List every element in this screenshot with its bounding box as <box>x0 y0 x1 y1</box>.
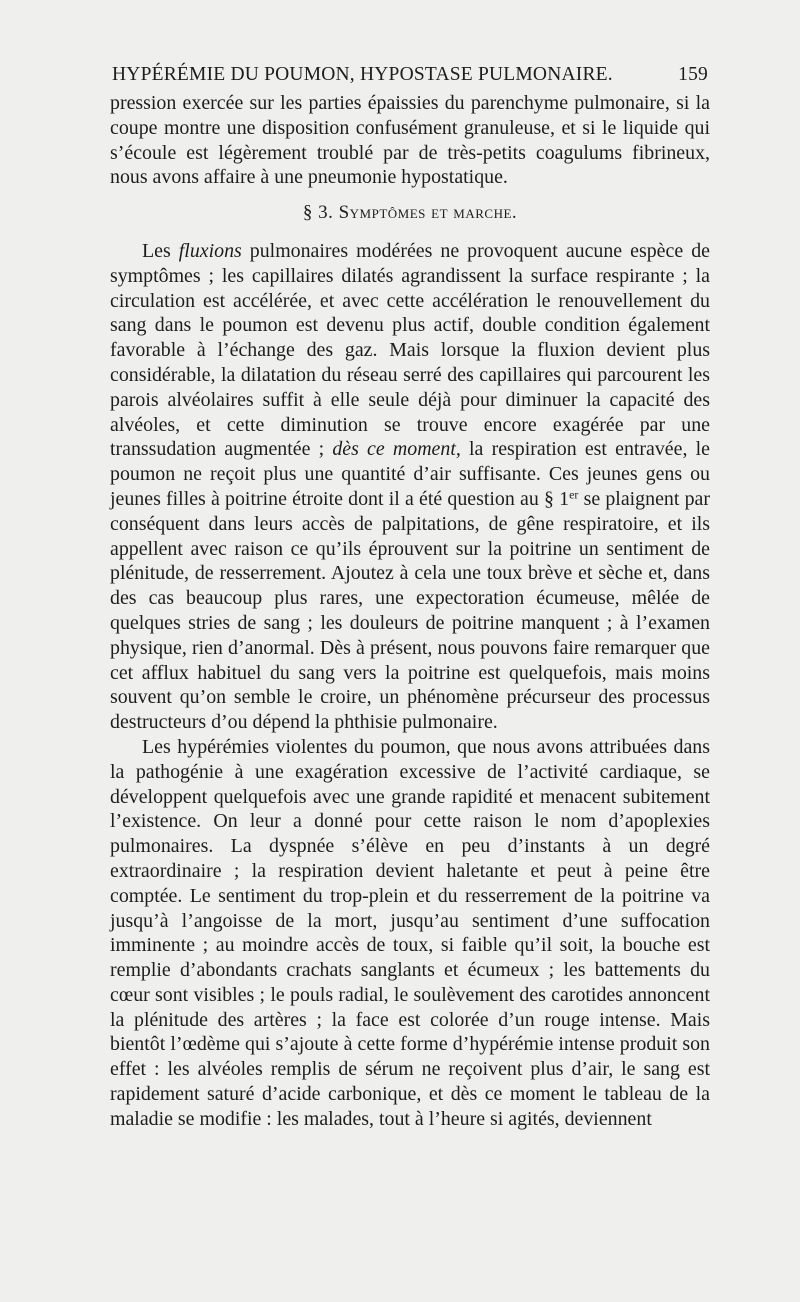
text-run: la respiration est entravée, le poumon ne reçoit plus une quantité d’air suffisante. Ces jeunes gens ou jeunes filles à poitrine étroite dont il a été question au § 1 <box>110 438 710 510</box>
section-number: § 3. <box>302 202 334 224</box>
paragraph-symptoms <box>110 239 710 735</box>
section-heading <box>110 201 710 226</box>
italic-term: fluxions <box>178 239 242 262</box>
page-body <box>110 91 710 1132</box>
text-run: se plaignent par conséquent dans leurs accès de palpitations, de gêne respiratoire, et ils appellent avec raison ce qu’ils éprouvent sur la poitrine un sentiment de plénitude, de resserrement. Ajoutez à cela une toux brève et sèche et, dans des cas beaucoup plus rares, une expectoration écumeuse, mêlée de quelques stries de sang ; les douleurs de poitrine manquent ; à l’examen physique, rien d’anormal. Dès à présent, nous pouvons faire remarquer que cet afflux habituel du sang vers la poitrine est quelquefois, mais moins souvent qu’on semble le croire, un phénomène précurseur des processus destructeurs d’ou dépend la phthisie pulmonaire. <box>110 487 710 734</box>
section-title: Symptômes et marche. <box>338 202 518 224</box>
text-run: pulmonaires modérées ne provoquent aucune espèce de symptômes ; les capillaires dilatés agrandissent la surface respirante ; la circulation est accélérée, et avec cette accélération le renouvellement du sang dans le poumon est devenu plus actif, double condition également favorable à l’échange des gaz. Mais lorsque la fluxion devient plus considérable, la dilatation du réseau serré des capillaires qui parcourent les parois alvéolaires suffit à elle seule déjà pour diminuer la capacité des alvéoles, et cette diminution se trouve encore exagérée par une transsudation augmentée ; <box>110 239 710 461</box>
text-run: Les <box>142 239 171 262</box>
running-title: HYPÉRÉMIE DU POUMON, HYPOSTASE PULMONAIRE. <box>112 64 613 85</box>
italic-phrase: dès ce moment, <box>332 438 461 461</box>
paragraph-violent-hyperemia: Les hypérémies violentes du poumon, que nous avons attribuées dans la pathogénie à une exagération excessive de l’activité cardiaque, se développent quelquefois avec une grande rapidité et menacent subitement l’existence. On leur a donné pour cette raison le nom d’apoplexies pulmonaires. La dyspnée s’élève en peu d’instants à un degré extraordinaire ; la respiration devient haletante et peut à peine être comptée. Le sentiment du trop-plein et du resserrement de la poitrine va jusqu’à l’angoisse de la mort, jusqu’au sentiment d’une suffocation imminente ; au moindre accès de toux, si faible qu’il soit, la bouche est remplie d’abondants crachats sanglants et écumeux ; les battements du cœur sont visibles ; le pouls radial, le soulèvement des carotides annoncent la plénitude des artères ; la face est colorée d’un rouge intense. Mais bientôt l’œdème qui s’ajoute à cette forme d’hypérémie intense produit son effet : les alvéoles remplis de sérum ne reçoivent plus d’air, le sang est rapidement saturé d’acide carbonique, et dès ce moment le tableau de la maladie se modifie : les malades, tout à l’heure si agités, deviennent <box>110 735 710 1130</box>
running-header <box>112 64 708 88</box>
superscript: er <box>569 487 579 502</box>
paragraph-continued: pression exercée sur les parties épaissies du parenchyme pulmonaire, si la coupe montre une disposition confusément granuleuse, et si le liquide qui s’écoule est légèrement troublé par de très-petits coagulums fibrineux, nous avons affaire à une pneumonie hypostatique. <box>110 92 710 189</box>
page-number: 159 <box>678 64 708 85</box>
